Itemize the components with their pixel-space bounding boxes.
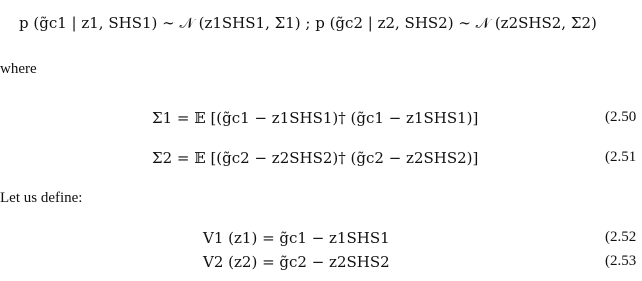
text-where: where <box>0 61 37 77</box>
text-let-us-define: Let us define: <box>0 190 83 206</box>
equation-number-2-50: (2.50 <box>605 109 637 125</box>
equation-likelihood-pair: p (g̃c1 | z1, SHS1) ∼ 𝒩 (z1SHS1, Σ1) ; p (g̃c2 | z2, SHS2) ∼ 𝒩 (z2SHS2, Σ2) <box>19 14 597 32</box>
equation-2-52: V1 (z1) = g̃c1 − z1SHS1 <box>203 229 390 247</box>
equation-2-51: Σ2 = 𝔼 [(g̃c2 − z2SHS2)† (g̃c2 − z2SHS2)] <box>152 149 479 167</box>
equation-number-2-52: (2.52 <box>605 229 637 245</box>
equation-number-2-53: (2.53 <box>605 253 637 269</box>
equation-2-53: V2 (z2) = g̃c2 − z2SHS2 <box>203 253 390 271</box>
equation-2-50: Σ1 = 𝔼 [(g̃c1 − z1SHS1)† (g̃c1 − z1SHS1)] <box>152 109 479 127</box>
equation-number-2-51: (2.51 <box>605 149 637 165</box>
